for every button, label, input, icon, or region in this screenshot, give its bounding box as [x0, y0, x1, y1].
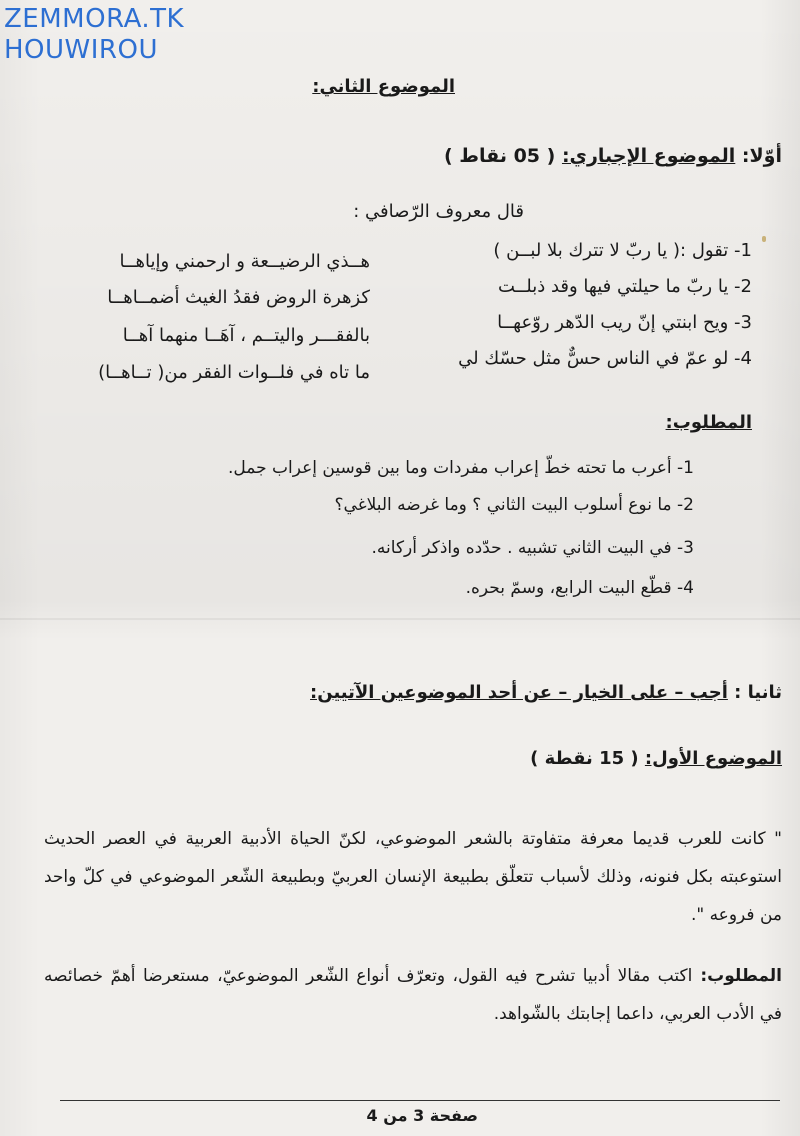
verse-2-second-half: كزهرة الروض فقدُ الغيث أضمــاهــا	[107, 287, 370, 308]
verse-4-second-half: ما تاه في فلــوات الفقر من( تــاهــا)	[98, 362, 370, 383]
verse-2-first-half: 2- يا ربّ ما حيلتي فيها وقد ذبلــت	[498, 276, 752, 297]
topic-1-heading	[530, 748, 782, 769]
footer-divider	[60, 1100, 780, 1101]
section-1-heading	[444, 145, 782, 167]
question-3: 3- في البيت الثاني تشبيه . حدّده واذكر أركانه.	[371, 538, 694, 558]
quote-paragraph: " كانت للعرب قديما معرفة متفاوتة بالشعر الموضوعي، لكنّ الحياة الأدبية العربية في العصر الحديث استوعبته بكل فنونه، وذلك لأسباب تتعلّق بطبيعة الإنسان العربيّ وبطبيعة الشّعر الموضوعي في كلّ واحد من فروعه ".	[44, 829, 782, 925]
required-label: المطلوب:	[665, 412, 752, 433]
question-4: 4- قطّع البيت الرابع، وسمّ بحره.	[465, 578, 694, 598]
paper-fold	[0, 618, 800, 620]
section-1-title: الموضوع الإجباري:	[561, 145, 736, 167]
section-1-prefix: أوّلا:	[735, 145, 782, 167]
page-number: صفحة 3 من 4	[366, 1106, 478, 1125]
verse-1-first-half: 1- تقول :( يا ربّ لا تترك بلا لبــن )	[493, 240, 752, 261]
page-heading: الموضوع الثاني:	[312, 76, 455, 97]
essay-required-label: المطلوب:	[692, 966, 782, 986]
section-2-title: أجب – على الخيار – عن أحد الموضوعين الآتيين:	[310, 682, 728, 703]
topic-1-title: الموضوع الأول:	[644, 748, 782, 769]
intro-line: قال معروف الرّصافي :	[353, 201, 524, 222]
verse-4-first-half: 4- لو عمّ في الناس حسٌّ مثل حسّك لي	[458, 348, 752, 369]
topic-1-points: ( 15 نقطة )	[530, 748, 645, 769]
ink-spot	[762, 236, 766, 242]
watermark-line-2: HOUWIROU	[4, 35, 158, 65]
section-2-prefix: ثانيا :	[727, 682, 782, 703]
essay-instruction	[44, 957, 782, 1033]
section-2-heading	[310, 682, 782, 703]
watermark-line-1: ZEMMORA.TK	[4, 4, 185, 34]
question-2: 2- ما نوع أسلوب البيت الثاني ؟ وما غرضه البلاغي؟	[334, 495, 694, 515]
section-1-points: ( 05 نقاط )	[443, 145, 562, 167]
verse-3-first-half: 3- ويح ابنتي إنّ ريب الدّهر روّعهــا	[497, 312, 752, 333]
essay-required-text: اكتب مقالا أدبيا تشرح فيه القول، وتعرّف أنواع الشّعر الموضوعيّ، مستعرضا أهمّ خصائصه في الأدب العربي، داعما إجابتك بالشّواهد.	[44, 966, 782, 1024]
question-1: 1- أعرب ما تحته خطّ إعراب مفردات وما بين قوسين إعراب جمل.	[227, 458, 694, 478]
watermark	[4, 4, 184, 66]
verse-3-second-half: بالفقـــر واليتــم ، آهَــا منهما آهــا	[122, 325, 370, 346]
verse-1-second-half: هــذي الرضيــعة و ارحمني وإياهــا	[119, 251, 370, 272]
